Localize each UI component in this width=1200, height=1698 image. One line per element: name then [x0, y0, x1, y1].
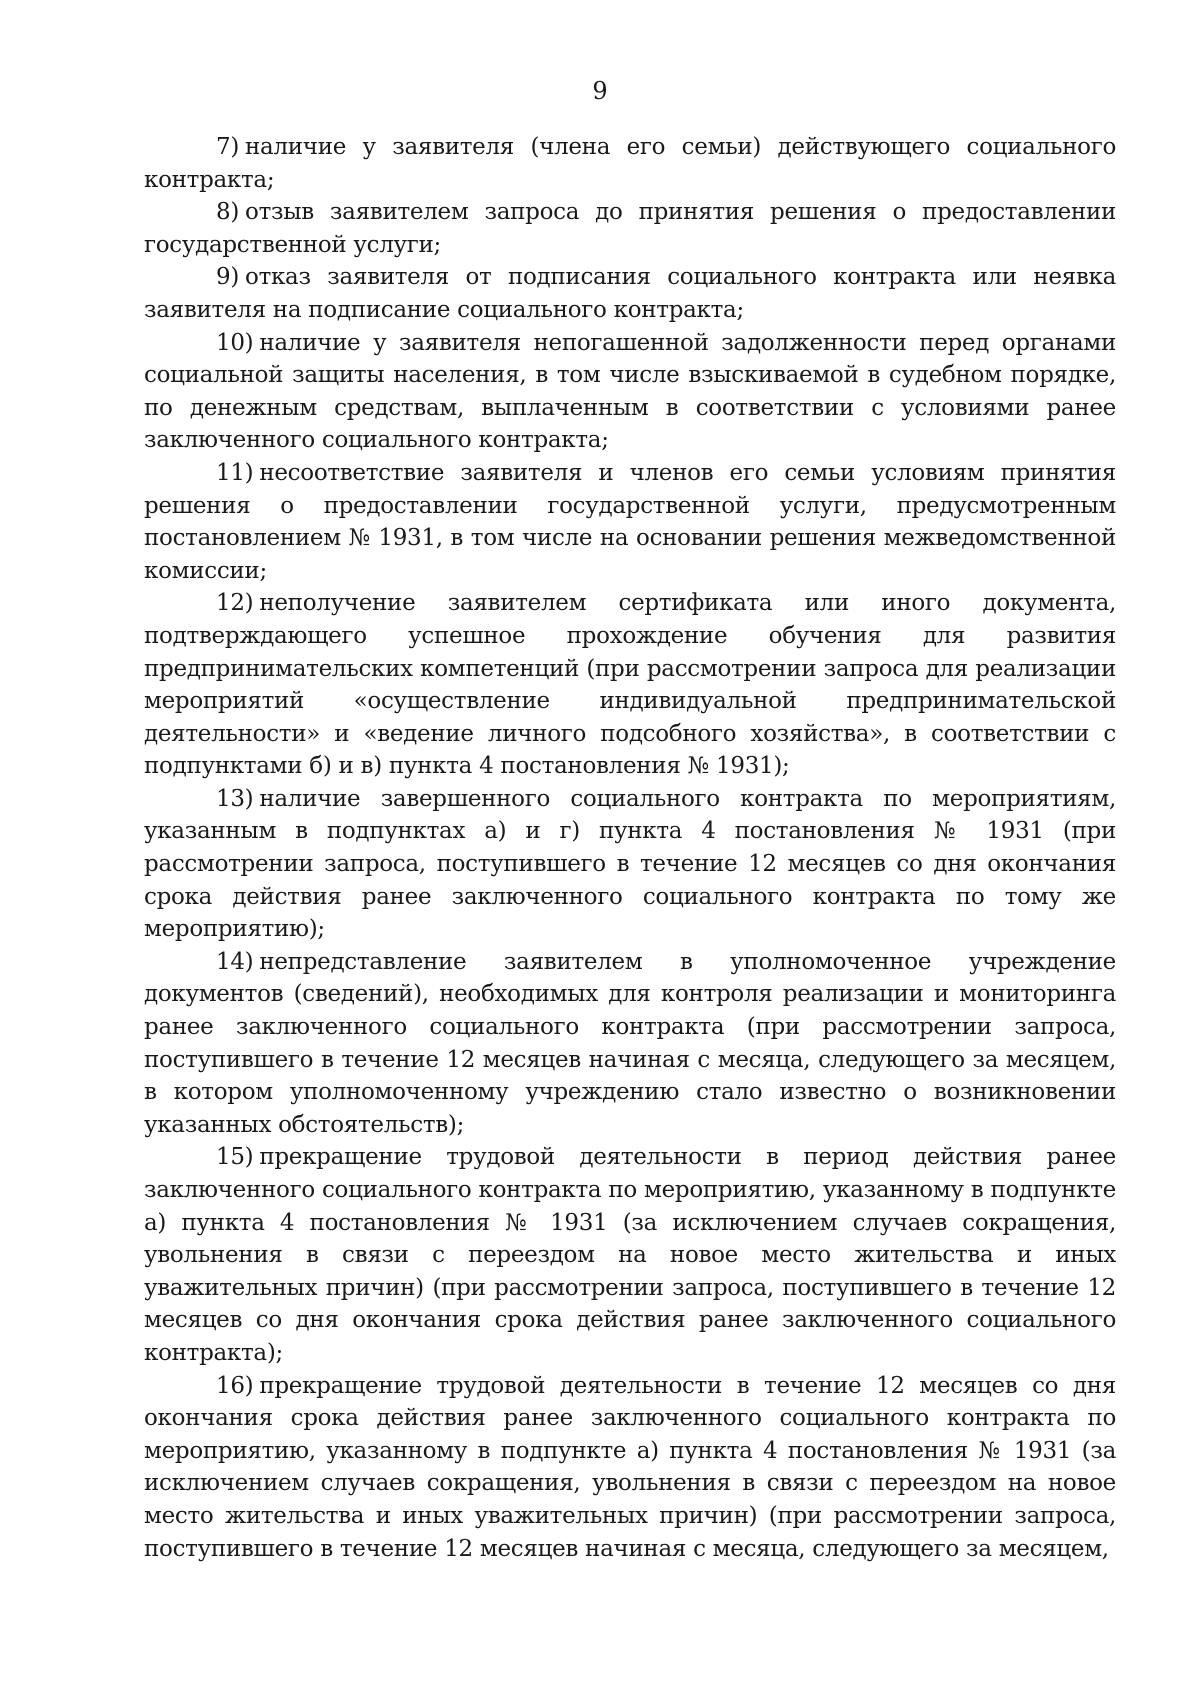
item-number: 12) [216, 590, 254, 617]
list-item-12 [144, 587, 1116, 783]
item-text: неполучение заявителем сертификата или иного документа, подтверждающего успешное прохождение обучения для развития предпринимательских компетенций (при рассмотрении запроса для реализации мероприятий «осуществление индивидуальной предпринимательской деятельности» и «ведение личного подсобного хозяйства», в соответствии с подпунктами б) и в) пункта 4 постановления № 1931); [144, 590, 1116, 780]
list-item-16 [144, 1370, 1116, 1566]
item-number: 8) [216, 199, 240, 226]
item-number: 15) [216, 1144, 254, 1171]
item-text: прекращение трудовой деятельности в период действия ранее заключенного социального контракта по мероприятию, указанному в подпункте а) пункта 4 постановления № 1931 (за исключением случаев сокращения, увольнения в связи с переездом на новое место жительства и иных уважительных причин) (при рассмотрении запроса, поступившего в течение 12 месяцев со дня окончания срока действия ранее заключенного социального контракта); [144, 1144, 1116, 1366]
item-text: наличие завершенного социального контракта по мероприятиям, указанным в подпунктах а) и г) пункта 4 постановления № 1931 (при рассмотрении запроса, поступившего в течение 12 месяцев со дня окончания срока действия ранее заключенного социального контракта по тому же мероприятию); [144, 785, 1116, 943]
list-item-8 [144, 196, 1116, 261]
item-number: 13) [216, 785, 254, 812]
item-text: отзыв заявителем запроса до принятия решения о предоставлении государственной услуги; [144, 199, 1116, 258]
item-number: 7) [216, 134, 240, 160]
item-text: отказ заявителя от подписания социального контракта или неявка заявителя на подписание социального контракта; [144, 264, 1116, 323]
item-number: 14) [216, 948, 254, 975]
list-item-15 [144, 1141, 1116, 1369]
list-item-10 [144, 327, 1116, 457]
page-number: 9 [592, 77, 608, 105]
document-body [144, 131, 1116, 1565]
item-number: 16) [216, 1372, 254, 1399]
item-number: 11) [216, 459, 254, 486]
item-number: 10) [216, 329, 254, 356]
list-item-11 [144, 457, 1116, 587]
item-text: несоответствие заявителя и членов его семьи условиям принятия решения о предоставлении государственной услуги, предусмотренным постановлением № 1931, в том числе на основании решения межведомственной комиссии; [144, 459, 1116, 584]
list-item-7 [144, 131, 1116, 196]
item-text: наличие у заявителя непогашенной задолженности перед органами социальной защиты населения, в том числе взыскиваемой в судебном порядке, по денежным средствам, выплаченным в соответствии с условиями ранее заключенного социального контракта; [144, 329, 1116, 454]
item-text: наличие у заявителя (члена его семьи) действующего социального контракта; [144, 134, 1116, 193]
list-item-9 [144, 261, 1116, 326]
item-text: непредставление заявителем в уполномоченное учреждение документов (сведений), необходимых для контроля реализации и мониторинга ранее заключенного социального контракта (при рассмотрении запроса, поступившего в течение 12 месяцев начиная с месяца, следующего за месяцем, в котором уполномоченному учреждению стало известно о возникновении указанных обстоятельств); [144, 948, 1116, 1138]
list-item-14 [144, 946, 1116, 1142]
item-text: прекращение трудовой деятельности в течение 12 месяцев со дня окончания срока действия ранее заключенного социального контракта по мероприятию, указанному в подпункте а) пункта 4 постановления № 1931 (за исключением случаев сокращения, увольнения в связи с переездом на новое место жительства и иных уважительных причин) (при рассмотрении запроса, поступившего в течение 12 месяцев начиная с месяца, следующего за месяцем, [144, 1372, 1116, 1562]
item-number: 9) [216, 264, 240, 291]
list-item-13 [144, 783, 1116, 946]
